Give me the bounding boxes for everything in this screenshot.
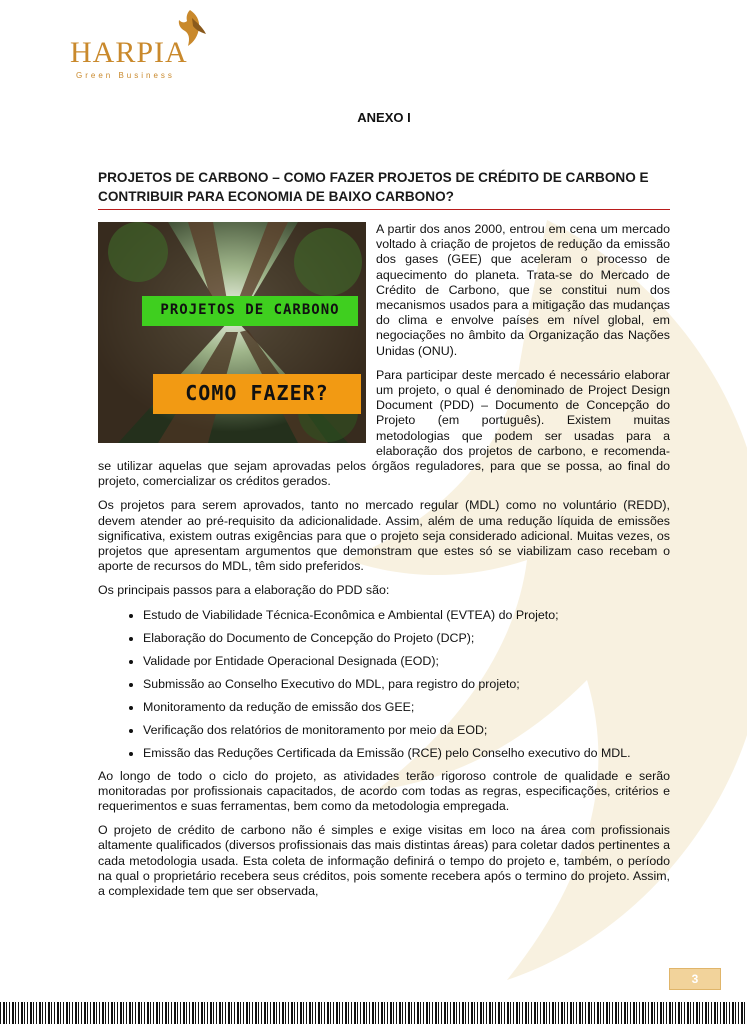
list-item: • Elaboração do Documento de Concepção do Projeto (DCP); bbox=[143, 631, 670, 646]
paragraph: Para participar deste mercado é necessário elaborar um projeto, o qual é denominado de Project Design Document (PDD) – Documento de Concepção do Projeto (em português). Existem muitas metodologias que podem ser usadas para a elaboração dos projetos de carbono, e recomenda-se utilizar aquelas que sejam aprovadas pelos órgãos reguladores, para que se possa, ao final do projeto, comercializar os créditos gerados. bbox=[98, 367, 670, 489]
body-text bbox=[98, 222, 670, 908]
paragraph: Ao longo de todo o ciclo do projeto, as atividades terão rigoroso controle de qualidade e serão monitoradas por profissionais capacitados, de acordo com todas as regras, especificações, critérios e requerimentos e suas ferramentas, bem como da metodologia empregada. bbox=[98, 768, 670, 814]
list-item: • Estudo de Viabilidade Técnica-Econômica e Ambiental (EVTEA) do Projeto; bbox=[143, 608, 670, 623]
list-item: • Emissão das Reduções Certificada da Emissão (RCE) pelo Conselho executivo do MDL. bbox=[143, 746, 670, 761]
list-item: • Verificação dos relatórios de monitoramento por meio da EOD; bbox=[143, 723, 670, 738]
list-item: • Submissão ao Conselho Executivo do MDL, para registro do projeto; bbox=[143, 677, 670, 692]
section-heading: PROJETOS DE CARBONO – COMO FAZER PROJETOS DE CRÉDITO DE CARBONO E CONTRIBUIR PARA ECONOMIA DE BAIXO CARBONO? bbox=[98, 168, 670, 210]
steps-list bbox=[98, 608, 670, 761]
paragraph: Os projetos para serem aprovados, tanto no mercado regular (MDL) como no voluntário (REDD), devem atender ao pré-requisito da adicionalidade. Assim, além de uma redução líquida de emissões significativa, existem outras exigências para que o projeto seja considerado adicional. Muitas vezes, os projetos que apresentam argumentos que demonstram que estes só se viabilizam caso recebam o aporte de recursos do MDL, têm sido preferidos. bbox=[98, 498, 670, 574]
page-number: 3 bbox=[669, 968, 721, 990]
list-item: • Monitoramento da redução de emissão dos GEE; bbox=[143, 700, 670, 715]
logo-tagline: Green Business bbox=[76, 71, 175, 80]
paragraph: A partir dos anos 2000, entrou em cena um mercado voltado à criação de projetos de redução da emissão dos gases (GEE) que aceleram o processo de aquecimento do planeta. Trata-se do Mercado de Crédito de Carbono, que se constitui num dos mecanismos usados para a mitigação das mudanças do clima e envolve países em nível global, em negociações no âmbito da Organização das Nações Unidas (ONU). bbox=[376, 222, 670, 358]
paragraph: O projeto de crédito de carbono não é simples e exige visitas em loco na área com profissionais altamente qualificados (diversos profissionais das mais distintas áreas) para coletar dados pertinentes a cada metodologia usada. Esta coleta de informação definirá o tempo do projeto e, também, o período na qual o proprietário recebera seus créditos, pois somente recebera após o termino do projeto. Assim, a complexidade tem que ser observada, bbox=[98, 823, 670, 899]
banner-projetos: PROJETOS DE CARBONO bbox=[142, 296, 358, 326]
banner-como-fazer: COMO FAZER? bbox=[153, 374, 361, 414]
harpia-logo bbox=[70, 8, 210, 80]
annex-title: ANEXO I bbox=[357, 110, 411, 125]
list-item: • Validade por Entidade Operacional Designada (EOD); bbox=[143, 654, 670, 669]
barcode-strip bbox=[0, 1002, 747, 1024]
logo-wordmark: HARPIA bbox=[70, 36, 188, 69]
paragraph: Os principais passos para a elaboração do PDD são: bbox=[98, 583, 390, 598]
forest-photo bbox=[98, 222, 366, 443]
